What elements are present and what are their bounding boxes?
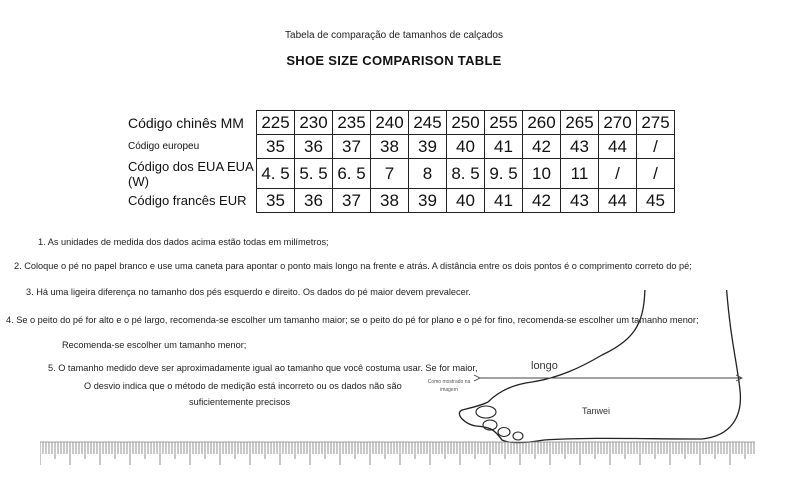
table-cell: 39 xyxy=(409,189,447,213)
table-cell: 9. 5 xyxy=(485,159,523,189)
table-cell: 38 xyxy=(371,135,409,159)
size-table xyxy=(122,110,675,213)
table-cell: 275 xyxy=(637,111,675,135)
table-cell: 7 xyxy=(371,159,409,189)
foot-outline-icon xyxy=(440,290,760,448)
row-label: Código francês EUR xyxy=(128,193,247,208)
table-cell: 35 xyxy=(257,135,295,159)
table-cell: / xyxy=(637,159,675,189)
note-4b: Recomenda-se escolher um tamanho menor; xyxy=(62,340,247,350)
table-cell: 250 xyxy=(447,111,485,135)
table-cell: 45 xyxy=(637,189,675,213)
table-cell: 43 xyxy=(561,189,599,213)
title-portuguese: Tabela de comparação de tamanhos de calçados xyxy=(285,30,503,41)
foot-contour xyxy=(459,290,740,443)
note-1: 1. As unidades de medida dos dados acima estão todas em milímetros; xyxy=(38,237,329,247)
toe xyxy=(498,428,510,437)
arrow-left xyxy=(474,375,480,381)
table-cell: 265 xyxy=(561,111,599,135)
table-cell: 36 xyxy=(295,135,333,159)
table-cell: 240 xyxy=(371,111,409,135)
note-5b: O desvio indica que o método de medição está incorreto ou os dados não são xyxy=(84,381,402,391)
table-row-chinese xyxy=(122,111,675,135)
table-cell: 36 xyxy=(295,189,333,213)
table-cell: 260 xyxy=(523,111,561,135)
table-cell: 41 xyxy=(485,189,523,213)
row-label: Código dos EUA EUA (W) xyxy=(128,158,254,189)
table-cell: 8 xyxy=(409,159,447,189)
title-english: SHOE SIZE COMPARISON TABLE xyxy=(286,53,502,68)
table-row-french xyxy=(122,189,675,213)
table-cell: 6. 5 xyxy=(333,159,371,189)
table-cell: 39 xyxy=(409,135,447,159)
label-longo: longo xyxy=(531,360,558,372)
table-cell: 38 xyxy=(371,189,409,213)
table-cell: / xyxy=(637,135,675,159)
table-cell: 4. 5 xyxy=(257,159,295,189)
big-toe xyxy=(476,406,496,418)
row-label: Código chinês MM xyxy=(128,114,244,131)
ruler xyxy=(40,441,755,467)
note-5c: suficientemente precisos xyxy=(189,397,291,407)
table-cell: 230 xyxy=(295,111,333,135)
note-2: 2. Coloque o pé no papel branco e use uma caneta para apontar o ponto mais longo na frente e atrás. A distância entre os dois pontos é o comprimento correto do pé; xyxy=(14,261,692,271)
table-cell: 245 xyxy=(409,111,447,135)
table-cell: 43 xyxy=(561,135,599,159)
table-cell: 40 xyxy=(447,135,485,159)
table-cell: 37 xyxy=(333,135,371,159)
table-cell: 35 xyxy=(257,189,295,213)
table-cell: 10 xyxy=(523,159,561,189)
table-row-european xyxy=(122,135,675,159)
table-cell: 37 xyxy=(333,189,371,213)
table-row-us xyxy=(122,159,675,189)
note-5: 5. O tamanho medido deve ser aproximadamente igual ao tamanho que você costuma usar. Se for maior, xyxy=(48,363,478,373)
note-4: 4. Se o peito do pé for alto e o pé largo, recomenda-se escolher um tamanho maior; se o peito do pé for plano e o pé for fino, recomenda-se escolher um tamanho menor; xyxy=(6,315,699,325)
table-cell: 255 xyxy=(485,111,523,135)
table-cell: / xyxy=(599,159,637,189)
table-cell: 44 xyxy=(599,135,637,159)
table-cell: 11 xyxy=(561,159,599,189)
table-cell: 5. 5 xyxy=(295,159,333,189)
label-tanwei: Tanwei xyxy=(582,406,611,416)
table-cell: 225 xyxy=(257,111,295,135)
table-cell: 235 xyxy=(333,111,371,135)
note-3: 3. Há uma ligeira diferença no tamanho dos pés esquerdo e direito. Os dados do pé maior devem prevalecer. xyxy=(26,287,471,297)
table-cell: 8. 5 xyxy=(447,159,485,189)
table-cell: 41 xyxy=(485,135,523,159)
table-cell: 42 xyxy=(523,135,561,159)
label-como-mostrado: Como mostrado na imagem xyxy=(427,379,471,393)
table-cell: 270 xyxy=(599,111,637,135)
table-cell: 40 xyxy=(447,189,485,213)
row-label: Código europeu xyxy=(128,141,200,152)
toe xyxy=(513,432,523,440)
table-cell: 42 xyxy=(523,189,561,213)
table-cell: 44 xyxy=(599,189,637,213)
